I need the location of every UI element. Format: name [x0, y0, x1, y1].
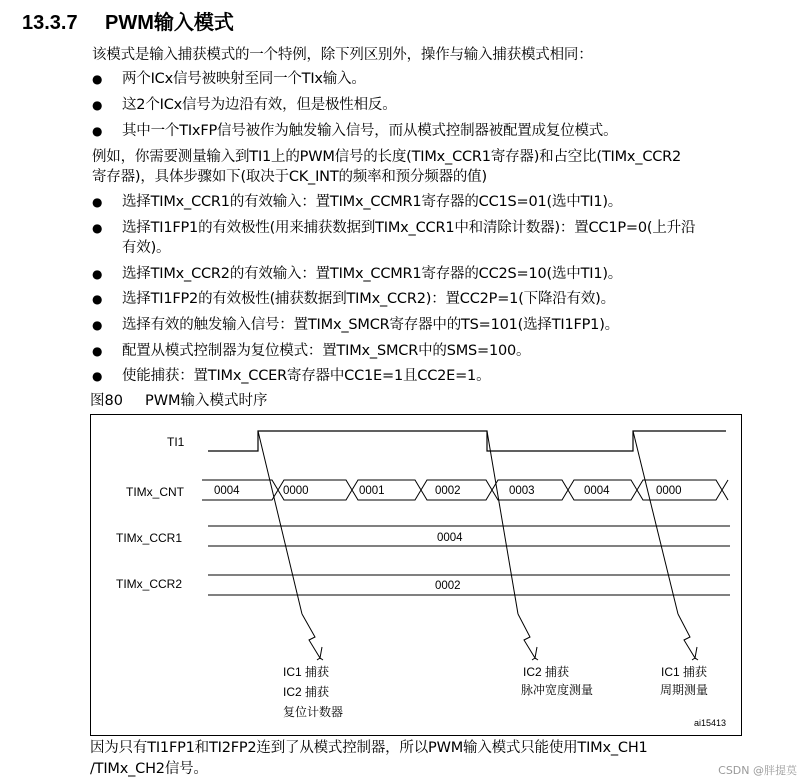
- signal-label-ccr1: TIMx_CCR1: [116, 531, 183, 545]
- bullet-icon: ●: [92, 267, 103, 281]
- figure-id: ai15413: [694, 718, 727, 728]
- step-item: 选择TIMx_CCR1的有效输入：置TIMx_CCMR1寄存器的CC1S=01(选中TI1)。: [122, 194, 623, 210]
- ccr2-value: 0002: [435, 580, 461, 592]
- section-title: PWM输入模式: [105, 12, 234, 34]
- figure-number: 图80: [90, 393, 123, 409]
- signal-label-ti1: TI1: [167, 435, 185, 449]
- example-intro-line: 寄存器)，具体步骤如下(取决于CK_INT的频率和预分频器的值): [92, 169, 487, 185]
- bullet-icon: ●: [92, 292, 103, 306]
- annotation-pulse-width: 脉冲宽度测量: [521, 683, 594, 697]
- difference-item: 这2个ICx信号为边沿有效，但是极性相反。: [122, 97, 397, 113]
- cnt-value: 0000: [283, 485, 309, 497]
- example-intro-line: 例如，你需要测量输入到TI1上的PWM信号的长度(TIMx_CCR1寄存器)和占空比(TIMx_CCR2: [92, 149, 682, 165]
- step-item: 选择TI1FP1的有效极性(用来捕获数据到TIMx_CCR1中和清除计数器)：置CC1P=0(上升沿: [122, 220, 696, 236]
- step-item-continuation: 有效)。: [122, 240, 171, 256]
- annotation-ic2-capture: IC2 捕获: [283, 685, 330, 699]
- bullet-icon: ●: [92, 221, 103, 235]
- cnt-value: 0004: [584, 485, 610, 497]
- bullet-icon: ●: [92, 195, 103, 209]
- difference-item: 其中一个TIxFP信号被作为触发输入信号，而从模式控制器被配置成复位模式。: [122, 123, 618, 139]
- step-item: 选择TIMx_CCR2的有效输入：置TIMx_CCMR1寄存器的CC2S=10(选中TI1)。: [122, 266, 623, 282]
- cnt-value: 0002: [435, 485, 461, 497]
- ccr1-value: 0004: [437, 532, 463, 544]
- annotation-period: 周期测量: [660, 683, 709, 697]
- step-item: 使能捕获：置TIMx_CCER寄存器中CC1E=1且CC2E=1。: [122, 368, 491, 384]
- cnt-value: 0000: [656, 485, 682, 497]
- section-heading: [22, 6, 234, 35]
- bullet-icon: ●: [92, 124, 103, 138]
- annotation-ic1-capture: IC1 捕获: [661, 665, 708, 679]
- bullet-icon: ●: [92, 98, 103, 112]
- difference-item: 两个ICx信号被映射至同一个TIx输入。: [122, 71, 366, 87]
- annotation-ic1-capture: IC1 捕获: [283, 665, 330, 679]
- step-item: 选择有效的触发输入信号：置TIMx_SMCR寄存器中的TS=101(选择TI1FP1)。: [122, 317, 619, 333]
- bullet-icon: ●: [92, 72, 103, 86]
- annotation-ic2-capture: IC2 捕获: [523, 665, 570, 679]
- bullet-icon: ●: [92, 369, 103, 383]
- figure-caption: [90, 390, 268, 412]
- footer-line: /TIMx_CH2信号。: [90, 761, 208, 777]
- intro-paragraph: 该模式是输入捕获模式的一个特例，除下列区别外，操作与输入捕获模式相同：: [92, 47, 593, 63]
- signal-label-ccr2: TIMx_CCR2: [116, 577, 183, 591]
- footer-line: 因为只有TI1FP1和TI2FP2连到了从模式控制器，所以PWM输入模式只能使用TIMx_CH1: [90, 740, 648, 756]
- timing-diagram: [90, 414, 742, 736]
- signal-label-cnt: TIMx_CNT: [126, 485, 184, 499]
- step-item: 选择TI1FP2的有效极性(捕获数据到TIMx_CCR2)：置CC2P=1(下降沿有效)。: [122, 291, 615, 307]
- cnt-value: 0004: [214, 485, 240, 497]
- cnt-value: 0003: [509, 485, 535, 497]
- cnt-value: 0001: [359, 485, 385, 497]
- step-item: 配置从模式控制器为复位模式：置TIMx_SMCR中的SMS=100。: [122, 343, 531, 359]
- watermark: CSDN @胖提莫: [718, 764, 797, 777]
- bullet-icon: ●: [92, 318, 103, 332]
- annotation-reset-counter: 复位计数器: [283, 705, 344, 719]
- section-number: 13.3.7: [22, 12, 78, 34]
- bullet-icon: ●: [92, 344, 103, 358]
- figure-title: PWM输入模式时序: [144, 393, 268, 409]
